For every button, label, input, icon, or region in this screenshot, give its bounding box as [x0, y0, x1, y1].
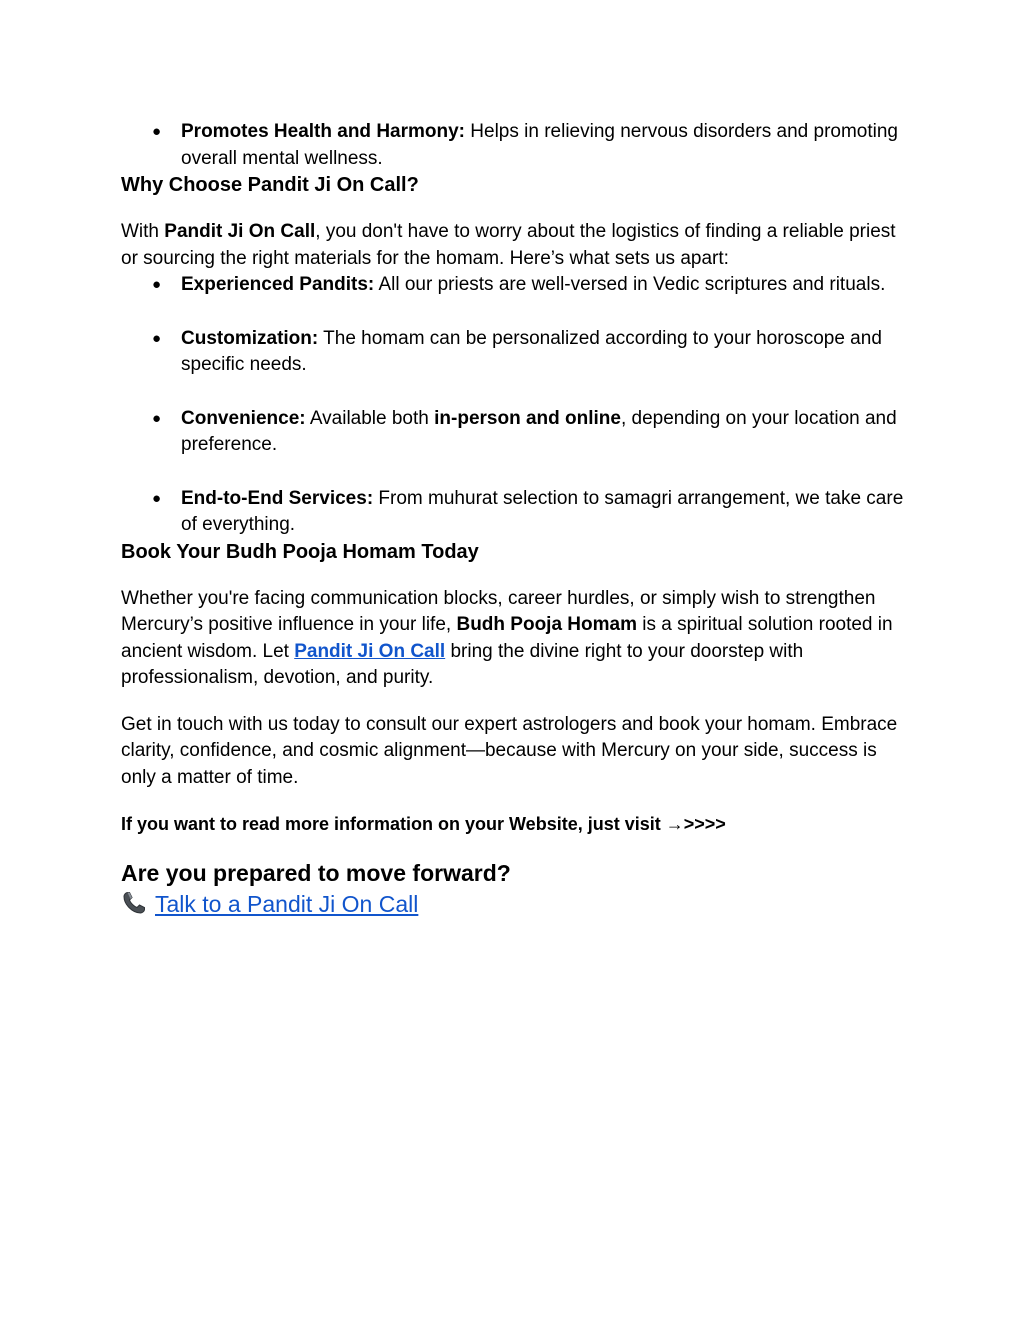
- paragraph-bold: Pandit Ji On Call: [164, 221, 316, 242]
- bullet-icon: ●: [152, 123, 162, 140]
- paragraph-text: With: [121, 221, 165, 242]
- contact-paragraph: Get in touch with us today to consult our expert astrologers and book your homam. Embrace clarity, confidence, and cosmic alignment—because with Mercury on your side, success is only a matter of time.: [121, 713, 898, 788]
- bullet-icon: ●: [152, 409, 162, 427]
- bullet-icon: ●: [152, 276, 162, 293]
- book-paragraph: [121, 586, 911, 692]
- list-item: [121, 326, 911, 379]
- list-item-text: All our priests are well-versed in Vedic scriptures and rituals.: [374, 274, 886, 295]
- list-item-label: Promotes Health and Harmony:: [181, 121, 465, 142]
- bullet-icon: ●: [152, 489, 162, 507]
- list-item-label: End-to-End Services:: [181, 487, 374, 509]
- talk-to-pandit-link[interactable]: Talk to a Pandit Ji On Call: [155, 890, 419, 917]
- bullet-icon: ●: [152, 329, 162, 347]
- pandit-ji-link[interactable]: Pandit Ji On Call: [294, 640, 446, 662]
- benefits-list: [121, 119, 911, 172]
- cta-title: Are you prepared to move forward?: [121, 859, 511, 886]
- why-choose-heading: Why Choose Pandit Ji On Call?: [121, 174, 419, 196]
- list-item: [121, 272, 911, 299]
- paragraph-text: bring the divine right to your doorstep with professionalism, devotion, and purity.: [121, 640, 804, 688]
- book-homam-heading: Book Your Budh Pooja Homam Today: [121, 540, 479, 563]
- paragraph-text: Whether you're facing communication blocks, career hurdles, or simply wish to strengthen Mercury’s positive influence in your life,: [121, 587, 876, 635]
- visit-website-line: If you want to read more information on your Website, just visit →>>>>: [121, 814, 726, 834]
- list-item-text: The homam can be personalized according to your horoscope and specific needs.: [181, 327, 882, 375]
- list-item: [121, 486, 911, 539]
- phone-icon: [121, 890, 147, 916]
- list-item-text: Available both: [305, 407, 435, 429]
- document-body: [121, 119, 911, 920]
- list-item-label: Customization:: [181, 327, 319, 349]
- features-list: [121, 272, 911, 539]
- list-item-label: Convenience:: [181, 407, 306, 429]
- list-item-text: Helps in relieving nervous disorders and promoting overall mental wellness.: [181, 121, 899, 169]
- list-item: [121, 119, 911, 172]
- list-item-label: Experienced Pandits:: [181, 274, 375, 295]
- list-item: [121, 406, 911, 459]
- paragraph-bold: Budh Pooja Homam: [456, 614, 637, 635]
- list-item-text: From muhurat selection to samagri arrangement, we take care of everything.: [181, 487, 904, 535]
- paragraph-text: is a spiritual solution rooted in ancient wisdom. Let: [121, 614, 893, 662]
- why-choose-paragraph: [121, 219, 911, 272]
- paragraph-text: , you don't have to worry about the logistics of finding a reliable priest or sourcing the right materials for the homam. Here’s what sets us apart:: [121, 221, 896, 269]
- list-item-bold: in-person and online: [434, 407, 621, 429]
- list-item-text: , depending on your location and preference.: [181, 407, 897, 455]
- cta-line: [121, 889, 911, 920]
